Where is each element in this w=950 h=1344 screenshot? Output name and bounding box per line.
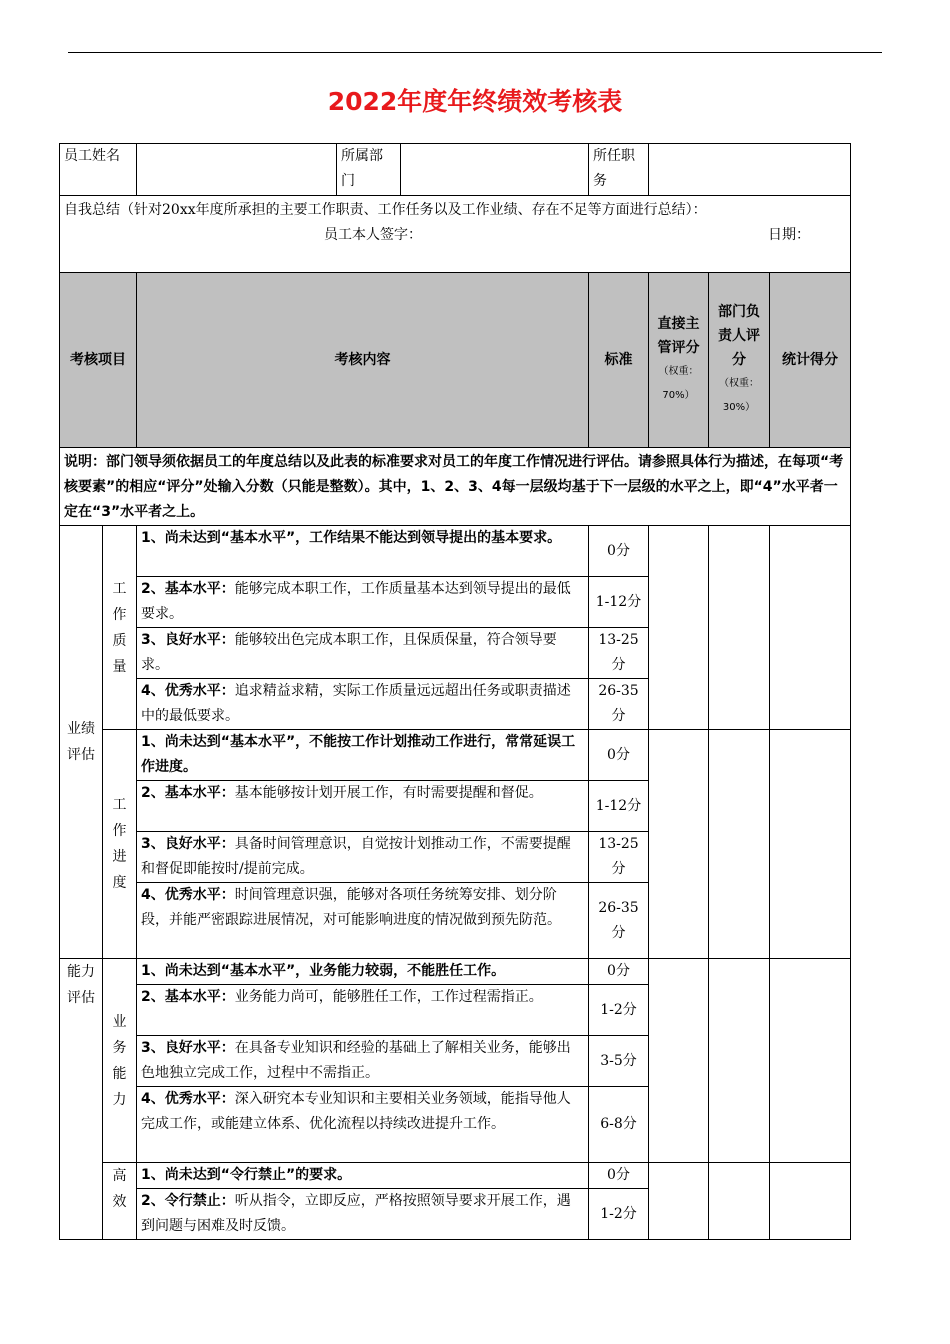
standard-value: 1-2分 — [589, 985, 649, 1036]
header-dept-head — [709, 273, 770, 448]
criteria-text — [137, 577, 589, 628]
header-row — [60, 273, 851, 448]
subcategory-business-ability: 业务能力 — [103, 959, 137, 1163]
signature-line — [64, 223, 846, 248]
criteria-lead: 2、基本水平： — [141, 989, 235, 1005]
note-row — [60, 448, 851, 526]
criteria-text — [137, 781, 589, 832]
criteria-desc: 在具备专业知识和经验的基础上了解相关业务，能够出色地独立完成工作，过程中不需指正。 — [141, 1040, 571, 1081]
standard-value: 13-25分 — [589, 832, 649, 883]
dept-field[interactable] — [401, 144, 589, 196]
criteria-text — [137, 832, 589, 883]
dept-label: 所属部门 — [337, 144, 401, 196]
criteria-lead: 4、优秀水平： — [141, 887, 235, 903]
criteria-text — [137, 1189, 589, 1240]
criteria-text — [137, 1036, 589, 1087]
signature-label: 员工本人签字： — [324, 227, 422, 243]
info-row — [60, 144, 851, 196]
criteria-desc: 听从指令，立即反应，严格按照领导要求开展工作，遇到问题与困难及时反馈。 — [141, 1193, 571, 1234]
criteria-text — [137, 959, 589, 985]
header-total: 统计得分 — [770, 273, 851, 448]
criteria-row — [60, 526, 851, 577]
criteria-desc: 基本能够按计划开展工作，有时需要提醒和督促。 — [234, 785, 543, 801]
self-summary-text: 自我总结（针对20xx年度所承担的主要工作职责、工作任务以及工作业绩、存在不足等方面进行总结）： — [64, 202, 707, 218]
standard-value: 1-12分 — [589, 781, 649, 832]
criteria-text — [137, 1087, 589, 1163]
header-content: 考核内容 — [137, 273, 589, 448]
criteria-row — [60, 1163, 851, 1189]
dept-head-score-cell[interactable] — [709, 959, 770, 1163]
criteria-lead: 1、尚未达到“基本水平”，不能按工作计划推动工作进行，常常延误工作进度。 — [141, 734, 576, 775]
standard-value: 26-35分 — [589, 679, 649, 730]
header-item: 考核项目 — [60, 273, 137, 448]
top-rule — [68, 52, 882, 53]
criteria-lead: 2、基本水平： — [141, 581, 235, 597]
criteria-text — [137, 985, 589, 1036]
standard-value: 0分 — [589, 1163, 649, 1189]
header-supervisor-label: 直接主管评分 — [657, 316, 700, 356]
criteria-text — [137, 1163, 589, 1189]
criteria-lead: 1、尚未达到“令行禁止”的要求。 — [141, 1167, 352, 1183]
category-performance: 业绩评估 — [60, 526, 103, 959]
total-score-cell[interactable] — [770, 959, 851, 1163]
instructions-note: 说明：部门领导须依据员工的年度总结以及此表的标准要求对员工的年度工作情况进行评估。请参照具体行为描述，在每项“考核要素”的相应“评分”处输入分数（只能是整数）。其中，1、2、3、4每一层级均基于下一层级的水平之上，即“4”水平者一定在“3”水平者之上。 — [60, 448, 851, 526]
standard-value: 0分 — [589, 959, 649, 985]
criteria-lead: 1、尚未达到“基本水平”，业务能力较弱，不能胜任工作。 — [141, 963, 506, 979]
appraisal-table — [59, 143, 851, 1240]
criteria-lead: 3、良好水平： — [141, 1040, 235, 1056]
total-score-cell[interactable] — [770, 526, 851, 730]
dept-head-score-cell[interactable] — [709, 1163, 770, 1240]
position-field[interactable] — [649, 144, 851, 196]
standard-value: 0分 — [589, 730, 649, 781]
criteria-lead: 1、尚未达到“基本水平”，工作结果不能达到领导提出的基本要求。 — [141, 530, 562, 546]
criteria-lead: 2、基本水平： — [141, 785, 235, 801]
summary-row — [60, 196, 851, 273]
dept-head-score-cell[interactable] — [709, 730, 770, 959]
criteria-desc: 时间管理意识强，能够对各项任务统筹安排、划分阶段，并能严密跟踪进展情况，对可能影响进度的情况做到预先防范。 — [141, 887, 561, 928]
standard-value: 3-5分 — [589, 1036, 649, 1087]
header-dept-head-weight: （权重：30%） — [719, 378, 759, 413]
standard-value: 6-8分 — [589, 1087, 649, 1163]
header-standard: 标准 — [589, 273, 649, 448]
criteria-lead: 3、良好水平： — [141, 632, 235, 648]
criteria-text — [137, 526, 589, 577]
criteria-lead: 2、令行禁止： — [141, 1193, 235, 1209]
subcategory-work-progress: 工作进度 — [103, 730, 137, 959]
criteria-desc: 具备时间管理意识，自觉按计划推动工作，不需要提醒和督促即能按时/提前完成。 — [141, 836, 571, 877]
criteria-text — [137, 628, 589, 679]
page-title: 2022年度年终绩效考核表 — [327, 87, 623, 116]
criteria-desc: 深入研究本专业知识和主要相关业务领域，能指导他人完成工作，或能建立体系、优化流程以持续改进提升工作。 — [141, 1091, 571, 1132]
supervisor-score-cell[interactable] — [649, 730, 709, 959]
total-score-cell[interactable] — [770, 730, 851, 959]
name-field[interactable] — [137, 144, 337, 196]
standard-value: 0分 — [589, 526, 649, 577]
criteria-text — [137, 883, 589, 959]
header-supervisor-weight: （权重：70%） — [658, 366, 699, 401]
dept-head-score-cell[interactable] — [709, 526, 770, 730]
criteria-desc: 能够完成本职工作，工作质量基本达到领导提出的最低要求。 — [141, 581, 571, 622]
header-dept-head-label: 部门负责人评分 — [718, 304, 760, 368]
criteria-lead: 4、优秀水平： — [141, 1091, 235, 1107]
criteria-desc: 业务能力尚可，能够胜任工作，工作过程需指正。 — [234, 989, 543, 1005]
standard-value: 1-12分 — [589, 577, 649, 628]
criteria-lead: 3、良好水平： — [141, 836, 235, 852]
criteria-text — [137, 679, 589, 730]
criteria-row — [60, 730, 851, 781]
supervisor-score-cell[interactable] — [649, 526, 709, 730]
self-summary-cell[interactable] — [60, 196, 851, 273]
supervisor-score-cell[interactable] — [649, 1163, 709, 1240]
standard-value: 13-25分 — [589, 628, 649, 679]
subcategory-efficiency: 高效 — [103, 1163, 137, 1240]
supervisor-score-cell[interactable] — [649, 959, 709, 1163]
header-supervisor — [649, 273, 709, 448]
standard-value: 1-2分 — [589, 1189, 649, 1240]
category-ability: 能力评估 — [60, 959, 103, 1240]
position-label: 所任职务 — [589, 144, 649, 196]
criteria-text — [137, 730, 589, 781]
date-label: 日期： — [768, 227, 810, 243]
criteria-lead: 4、优秀水平： — [141, 683, 235, 699]
subcategory-work-quality: 工作质量 — [103, 526, 137, 730]
criteria-row — [60, 959, 851, 985]
criteria-desc: 追求精益求精，实际工作质量远远超出任务或职责描述中的最低要求。 — [141, 683, 571, 724]
criteria-desc: 能够较出色完成本职工作，且保质保量，符合领导要求。 — [141, 632, 557, 673]
total-score-cell[interactable] — [770, 1163, 851, 1240]
name-label: 员工姓名 — [60, 144, 137, 196]
standard-value: 26-35分 — [589, 883, 649, 959]
